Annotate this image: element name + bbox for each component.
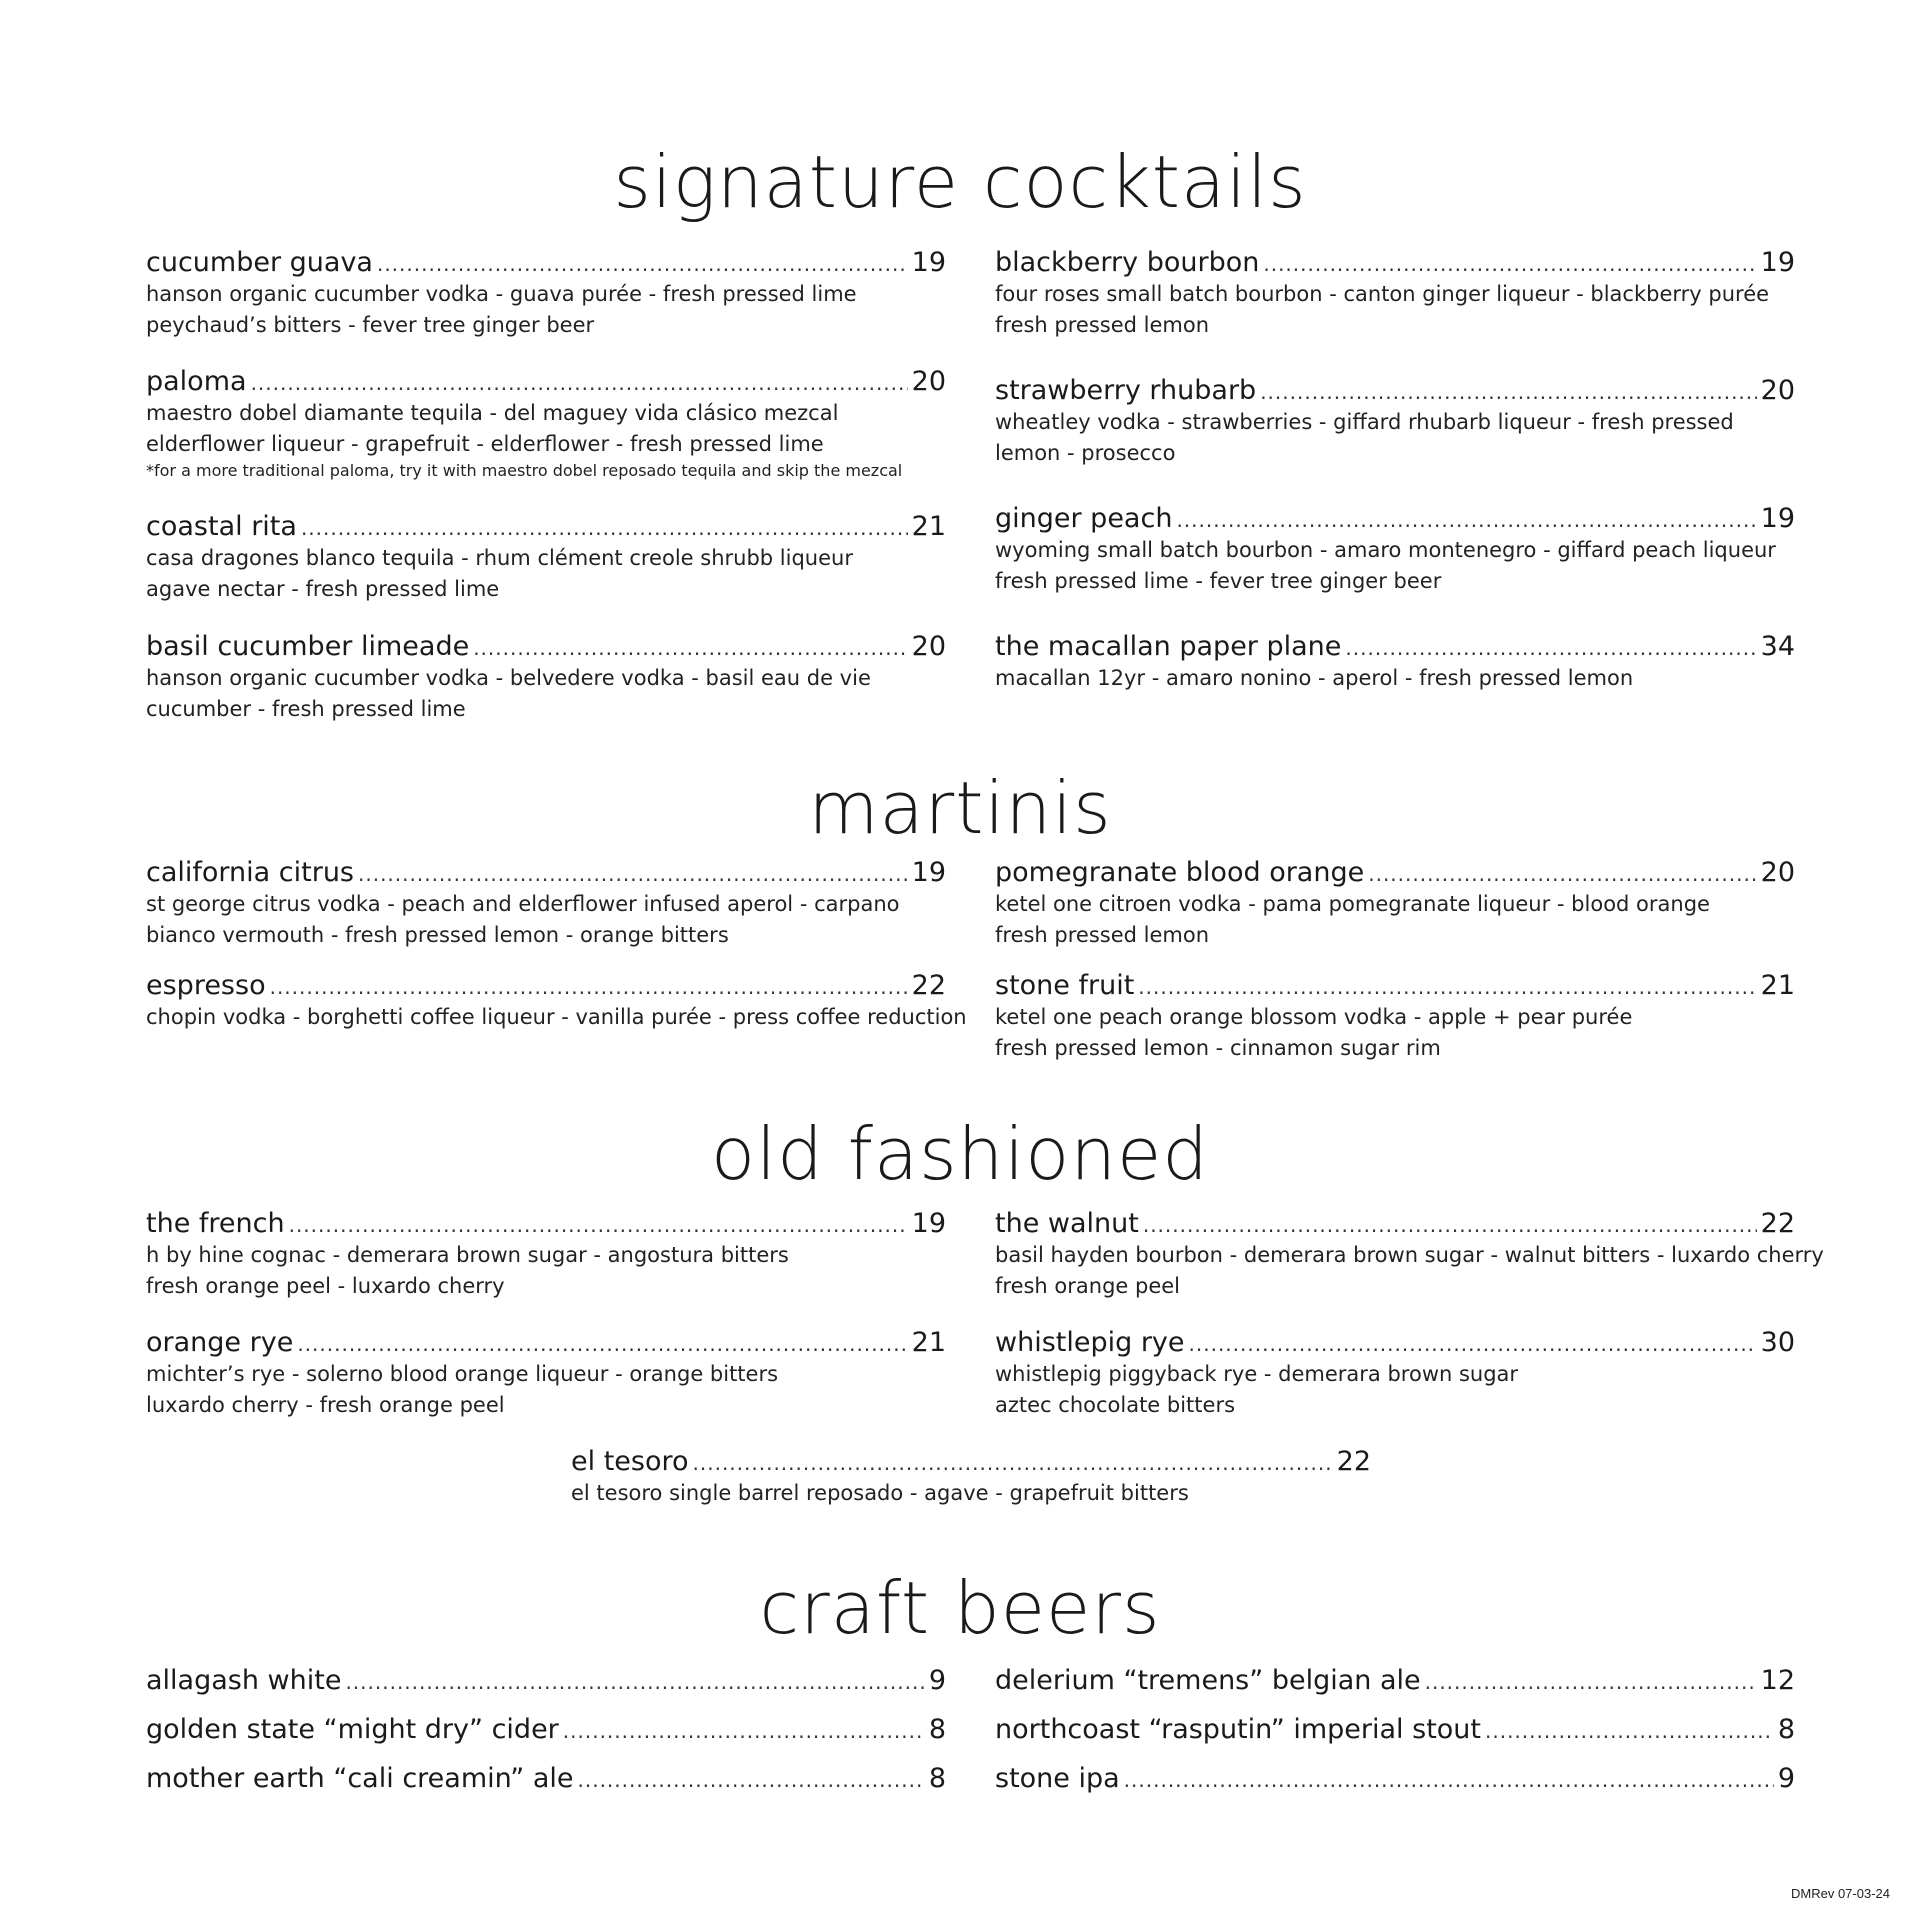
item-description: ketel one citroen vodka - pama pomegranate liqueur - blood orange xyxy=(995,892,1710,917)
section-title-martinis: martinis xyxy=(808,766,1112,850)
menu-item-el-tesoro xyxy=(571,1446,1371,1509)
item-name: coastal rita xyxy=(146,511,297,542)
item-name: stone fruit xyxy=(995,970,1135,1001)
dot-leader xyxy=(270,975,908,999)
item-description: agave nectar - fresh pressed lime xyxy=(146,577,500,602)
item-name: stone ipa xyxy=(995,1763,1120,1794)
dot-leader xyxy=(693,1451,1333,1475)
item-name: strawberry rhubarb xyxy=(995,375,1257,406)
menu-item-strawberry-rhubarb xyxy=(995,375,1795,469)
item-description: bianco vermouth - fresh pressed lemon - orange bitters xyxy=(146,923,729,948)
beer-item-northcoast-rasputin xyxy=(995,1714,1795,1746)
item-description: whistlepig piggyback rye - demerara brown sugar xyxy=(995,1362,1519,1387)
item-price: 20 xyxy=(911,366,946,397)
dot-leader xyxy=(578,1768,925,1792)
menu-item-cucumber-guava xyxy=(146,247,946,341)
item-name: cucumber guava xyxy=(146,247,373,278)
item-name: mother earth “cali creamin” ale xyxy=(146,1763,574,1794)
item-description: macallan 12yr - amaro nonino - aperol - fresh pressed lemon xyxy=(995,666,1634,691)
item-price: 19 xyxy=(911,1208,946,1239)
menu-item-stone-fruit xyxy=(995,970,1795,1064)
item-name: ginger peach xyxy=(995,503,1173,534)
menu-item-blackberry-bourbon xyxy=(995,247,1795,341)
dot-leader xyxy=(1260,380,1756,404)
dot-leader xyxy=(1143,1213,1757,1237)
item-description: hanson organic cucumber vodka - guava purée - fresh pressed lime xyxy=(146,282,857,307)
item-description: st george citrus vodka - peach and elderflower infused aperol - carpano xyxy=(146,892,900,917)
item-price: 22 xyxy=(911,970,946,1001)
menu-item-the-walnut xyxy=(995,1208,1824,1302)
section-title-old-fashioned: old fashioned xyxy=(711,1112,1209,1196)
item-price: 19 xyxy=(1760,247,1795,278)
item-name: paloma xyxy=(146,366,247,397)
dot-leader xyxy=(358,862,908,886)
beer-item-allagash-white xyxy=(146,1665,946,1697)
item-description: cucumber - fresh pressed lime xyxy=(146,697,466,722)
item-price: 8 xyxy=(1777,1714,1795,1745)
item-name: california citrus xyxy=(146,857,354,888)
item-price: 34 xyxy=(1760,631,1795,662)
dot-leader xyxy=(289,1213,908,1237)
item-name: pomegranate blood orange xyxy=(995,857,1365,888)
menu-item-pomegranate-blood-orange xyxy=(995,857,1795,951)
item-price: 21 xyxy=(911,511,946,542)
item-description: chopin vodka - borghetti coffee liqueur - vanilla purée - press coffee reduction xyxy=(146,1005,967,1030)
item-description: wheatley vodka - strawberries - giffard rhubarb liqueur - fresh pressed xyxy=(995,410,1734,435)
item-price: 20 xyxy=(911,631,946,662)
item-name: el tesoro xyxy=(571,1446,689,1477)
item-description: basil hayden bourbon - demerara brown sugar - walnut bitters - luxardo cherry xyxy=(995,1243,1824,1268)
dot-leader xyxy=(563,1719,925,1743)
item-price: 19 xyxy=(911,857,946,888)
menu-item-the-french xyxy=(146,1208,946,1302)
item-name: the macallan paper plane xyxy=(995,631,1342,662)
item-price: 20 xyxy=(1760,857,1795,888)
item-description: fresh pressed lime - fever tree ginger beer xyxy=(995,569,1442,594)
item-description: fresh pressed lemon - cinnamon sugar rim xyxy=(995,1036,1441,1061)
dot-leader xyxy=(1345,636,1756,660)
dot-leader xyxy=(377,252,908,276)
item-price: 22 xyxy=(1760,1208,1795,1239)
item-name: blackberry bourbon xyxy=(995,247,1260,278)
item-description: wyoming small batch bourbon - amaro montenegro - giffard peach liqueur xyxy=(995,538,1776,563)
item-name: the walnut xyxy=(995,1208,1139,1239)
menu-item-espresso xyxy=(146,970,967,1033)
item-price: 19 xyxy=(911,247,946,278)
section-title-craft-beers: craft beers xyxy=(759,1566,1161,1650)
menu-item-coastal-rita xyxy=(146,511,946,605)
item-name: golden state “might dry” cider xyxy=(146,1714,559,1745)
item-description: fresh orange peel xyxy=(995,1274,1181,1299)
item-price: 12 xyxy=(1760,1665,1795,1696)
item-price: 9 xyxy=(1777,1763,1795,1794)
dot-leader xyxy=(1176,508,1756,532)
menu-item-ginger-peach xyxy=(995,503,1795,597)
item-note: *for a more traditional paloma, try it with maestro dobel reposado tequila and skip the mezcal xyxy=(146,461,903,481)
item-name: whistlepig rye xyxy=(995,1327,1185,1358)
dot-leader xyxy=(1485,1719,1774,1743)
dot-leader xyxy=(1138,975,1756,999)
menu-item-california-citrus xyxy=(146,857,946,951)
item-description: michter’s rye - solerno blood orange liqueur - orange bitters xyxy=(146,1362,779,1387)
item-price: 21 xyxy=(1760,970,1795,1001)
item-description: h by hine cognac - demerara brown sugar - angostura bitters xyxy=(146,1243,789,1268)
item-description: fresh pressed lemon xyxy=(995,313,1210,338)
item-description: fresh pressed lemon xyxy=(995,923,1210,948)
dot-leader xyxy=(251,371,908,395)
item-description: casa dragones blanco tequila - rhum clément creole shrubb liqueur xyxy=(146,546,853,571)
beer-item-stone-ipa xyxy=(995,1763,1795,1795)
dot-leader xyxy=(345,1670,924,1694)
menu-item-whistlepig-rye xyxy=(995,1327,1795,1421)
item-name: basil cucumber limeade xyxy=(146,631,470,662)
beer-item-golden-state-cider xyxy=(146,1714,946,1746)
item-name: allagash white xyxy=(146,1665,342,1696)
dot-leader xyxy=(1189,1332,1757,1356)
item-name: orange rye xyxy=(146,1327,294,1358)
item-description: four roses small batch bourbon - canton ginger liqueur - blackberry purée xyxy=(995,282,1770,307)
beer-item-mother-earth-ale xyxy=(146,1763,946,1795)
item-price: 22 xyxy=(1336,1446,1371,1477)
menu-item-macallan-paper-plane xyxy=(995,631,1795,694)
dot-leader xyxy=(473,636,907,660)
dot-leader xyxy=(297,1332,907,1356)
dot-leader xyxy=(1263,252,1756,276)
dot-leader xyxy=(301,516,908,540)
item-name: the french xyxy=(146,1208,285,1239)
item-name: northcoast “rasputin” imperial stout xyxy=(995,1714,1481,1745)
item-price: 21 xyxy=(911,1327,946,1358)
section-title-signature-cocktails: signature cocktails xyxy=(613,140,1307,224)
item-description: fresh orange peel - luxardo cherry xyxy=(146,1274,505,1299)
dot-leader xyxy=(1425,1670,1757,1694)
menu-item-paloma xyxy=(146,366,946,482)
item-price: 8 xyxy=(928,1763,946,1794)
item-price: 19 xyxy=(1760,503,1795,534)
dot-leader xyxy=(1124,1768,1774,1792)
item-name: espresso xyxy=(146,970,266,1001)
item-description: maestro dobel diamante tequila - del maguey vida clásico mezcal xyxy=(146,401,839,426)
item-price: 30 xyxy=(1760,1327,1795,1358)
beer-item-delerium-tremens xyxy=(995,1665,1795,1697)
item-price: 9 xyxy=(928,1665,946,1696)
item-description: elderflower liqueur - grapefruit - elderflower - fresh pressed lime xyxy=(146,432,824,457)
item-description: peychaud’s bitters - fever tree ginger beer xyxy=(146,313,595,338)
dot-leader xyxy=(1368,862,1756,886)
item-description: ketel one peach orange blossom vodka - apple + pear purée xyxy=(995,1005,1633,1030)
item-description: luxardo cherry - fresh orange peel xyxy=(146,1393,505,1418)
item-price: 20 xyxy=(1760,375,1795,406)
item-description: aztec chocolate bitters xyxy=(995,1393,1236,1418)
item-price: 8 xyxy=(928,1714,946,1745)
item-description: hanson organic cucumber vodka - belvedere vodka - basil eau de vie xyxy=(146,666,871,691)
item-name: delerium “tremens” belgian ale xyxy=(995,1665,1421,1696)
menu-item-orange-rye xyxy=(146,1327,946,1421)
revision-footer: DMRev 07-03-24 xyxy=(1791,1886,1890,1901)
item-description: el tesoro single barrel reposado - agave - grapefruit bitters xyxy=(571,1481,1189,1506)
menu-item-basil-cucumber-limeade xyxy=(146,631,946,725)
item-description: lemon - prosecco xyxy=(995,441,1176,466)
